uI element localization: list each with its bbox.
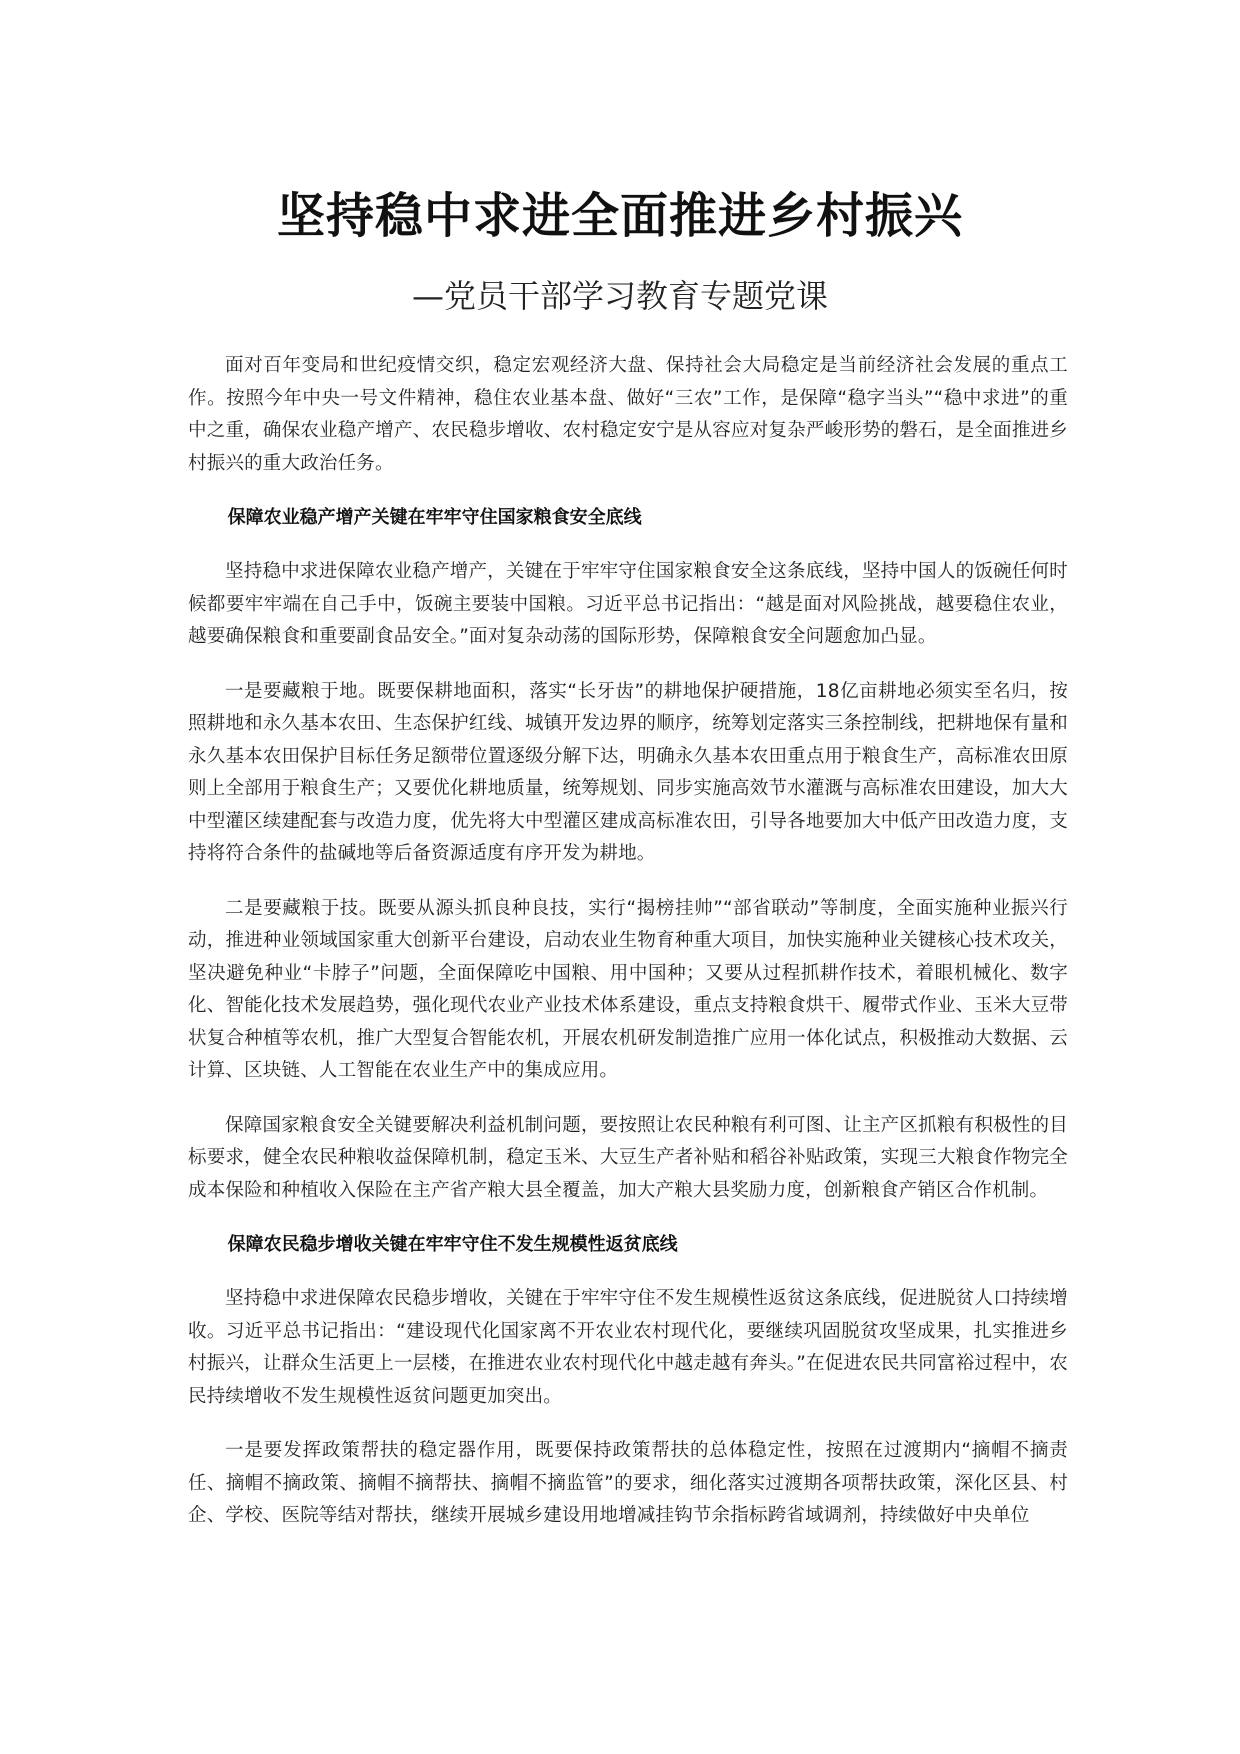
body-paragraph: 一是要藏粮于地。既要保耕地面积，落实“长牙齿”的耕地保护硬措施，18亿亩耕地必须实至名归，按照耕地和永久基本农田、生态保护红线、城镇开发边界的顺序，统筹划定落实三条控制线，把耕地保有量和永久基本农田保护目标任务足额带位置逐级分解下达，明确永久基本农田重点用于粮食生产，高标准农田原则上全部用于粮食生产；又要优化耕地质量，统筹规划、同步实施高效节水灌溉与高标准农田建设，加大大中型灌区续建配套与改造力度，优先将大中型灌区建成高标准农田，引导各地要加大中低产田改造力度，支持将符合条件的盐碱地等后备资源适度有序开发为耕地。 [188, 680, 1068, 864]
document-subtitle: —党员干部学习教育专题党课 [411, 277, 828, 315]
body-paragraph: 二是要藏粮于技。既要从源头抓良种良技，实行“揭榜挂帅”“部省联动”等制度，全面实施种业振兴行动，推进种业领域国家重大创新平台建设，启动农业生物育种重大项目，加快实施种业关键核心技术攻关，坚决避免种业“卡脖子”问题，全面保障吃中国粮、用中国种；又要从过程抓耕作技术，着眼机械化、数字化、智能化技术发展趋势，强化现代农业产业技术体系建设，重点支持粮食烘干、履带式作业、玉米大豆带状复合种植等农机，推广大型复合智能农机，开展农机研发制造推广应用一体化试点，积极推动大数据、云计算、区块链、人工智能在农业生产中的集成应用。 [188, 897, 1068, 1081]
body-paragraph: 坚持稳中求进保障农民稳步增收，关键在于牢牢守住不发生规模性返贫这条底线，促进脱贫人口持续增收。习近平总书记指出：“建设现代化国家离不开农业农村现代化，要继续巩固脱贫攻坚成果，扎实推进乡村振兴，让群众生活更上一层楼，在推进农业农村现代化中越走越有奔头。”在促进农民共同富裕过程中，农民持续增收不发生规模性返贫问题更加突出。 [188, 1288, 1068, 1407]
document-title: 坚持稳中求进全面推进乡村振兴 [276, 188, 963, 244]
body-paragraph: 保障国家粮食安全关键要解决利益机制问题，要按照让农民种粮有利可图、让主产区抓粮有积极性的目标要求，健全农民种粮收益保障机制，稳定玉米、大豆生产者补贴和稻谷补贴政策，实现三大粮食作物完全成本保险和种植收入保险在主产省产粮大县全覆盖，加大产粮大县奖励力度，创新粮食产销区合作机制。 [188, 1114, 1068, 1201]
section-heading: 保障农民稳步增收关键在牢牢守住不发生规模性返贫底线 [227, 1234, 678, 1255]
section-heading: 保障农业稳产增产关键在牢牢守住国家粮食安全底线 [227, 507, 642, 528]
document-body [188, 350, 1068, 1533]
body-paragraph: 坚持稳中求进保障农业稳产增产，关键在于牢牢守住国家粮食安全这条底线，坚持中国人的饭碗任何时候都要牢牢端在自己手中，饭碗主要装中国粮。习近平总书记指出：“越是面对风险挑战，越要稳住农业，越要确保粮食和重要副食品安全。”面对复杂动荡的国际形势，保障粮食安全问题愈加凸显。 [188, 561, 1068, 647]
intro-paragraph: 面对百年变局和世纪疫情交织，稳定宏观经济大盘、保持社会大局稳定是当前经济社会发展的重点工作。按照今年中央一号文件精神，稳住农业基本盘、做好“三农”工作，是保障“稳字当头”“稳中求进”的重中之重，确保农业稳产增产、农民稳步增收、农村稳定安宁是从容应对复杂严峻形势的磐石，是全面推进乡村振兴的重大政治任务。 [188, 355, 1068, 474]
body-paragraph: 一是要发挥政策帮扶的稳定器作用，既要保持政策帮扶的总体稳定性，按照在过渡期内“摘帽不摘责任、摘帽不摘政策、摘帽不摘帮扶、摘帽不摘监管”的要求，细化落实过渡期各项帮扶政策，深化区县、村企、学校、医院等结对帮扶，继续开展城乡建设用地增减挂钩节余指标跨省域调剂，持续做好中央单位 [188, 1440, 1068, 1526]
